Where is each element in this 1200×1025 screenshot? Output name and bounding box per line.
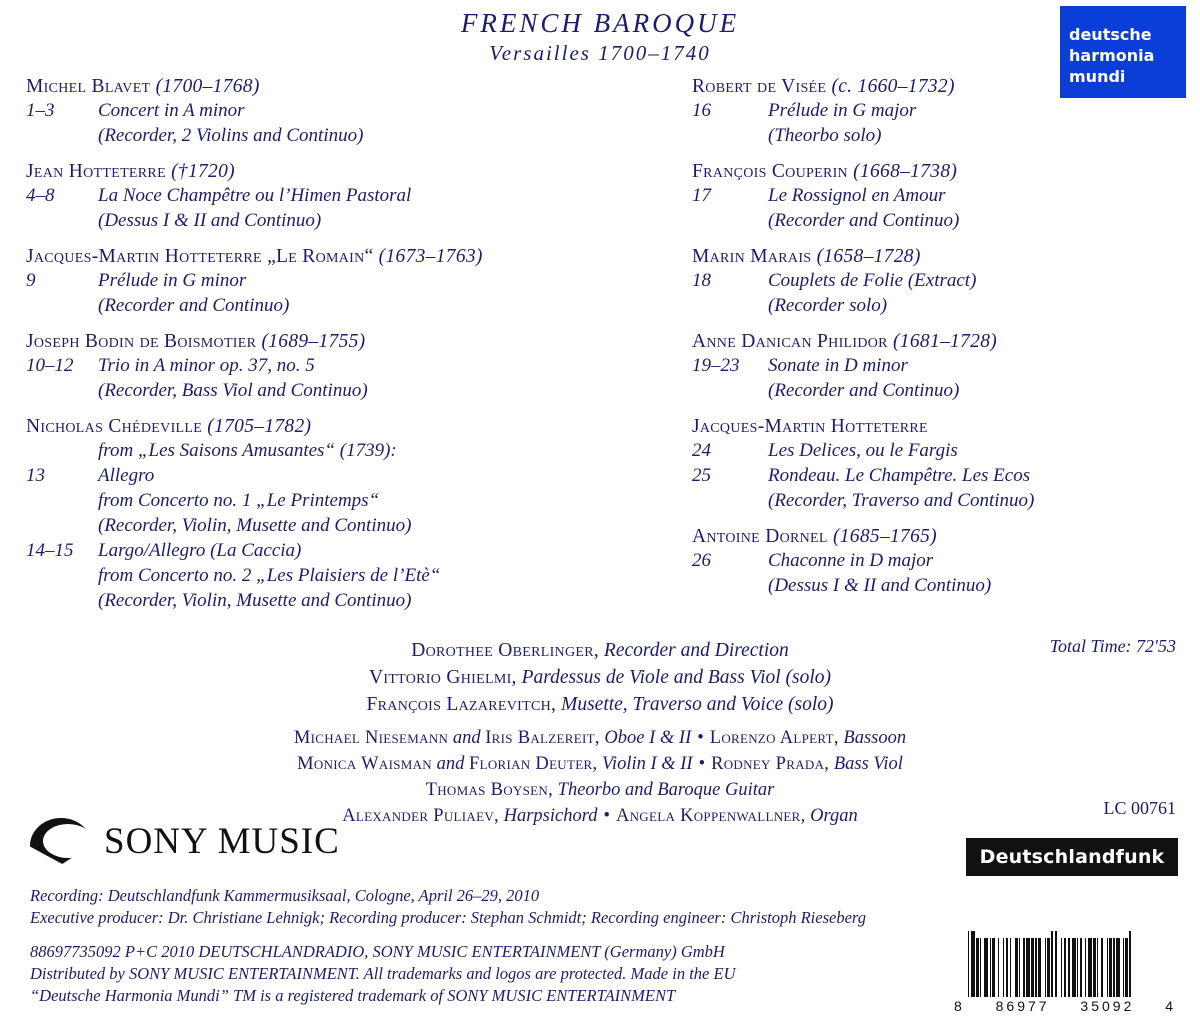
track-number-spacer (692, 123, 768, 148)
track-number: 4–8 (26, 185, 55, 206)
tracklist (0, 76, 1200, 626)
composer-dates: (†1720) (171, 161, 235, 182)
track-number: 26 (692, 550, 711, 571)
track-number-spacer (26, 488, 98, 513)
track-row (26, 98, 590, 123)
performer-name: Lorenzo Alpert, (709, 728, 839, 748)
barcode (952, 931, 1178, 1017)
track-number: 9 (26, 270, 36, 291)
composer-block (26, 76, 590, 148)
conjunction: and (431, 754, 469, 774)
performer-name: Alexander Puliaev, (342, 806, 499, 826)
track-instrumentation: (Recorder, Bass Viol and Continuo) (98, 380, 368, 401)
composer-block (26, 161, 590, 233)
composer-name: Anne Danican Philidor (692, 331, 888, 352)
composer-dates: (1668–1738) (853, 161, 958, 182)
track-number-spacer (692, 378, 768, 403)
track-source: from Concerto no. 2 „Les Plaisiers de l’Etè“ (98, 565, 441, 586)
performer-line (0, 691, 1200, 718)
performer-role: Bassoon (843, 728, 907, 748)
distribution-line: Distributed by SONY MUSIC ENTERTAINMENT. All trademarks and logos are protected. Made in the EU (30, 964, 736, 983)
composer-dates: (1700–1768) (155, 76, 260, 97)
composer-dates: (1689–1755) (261, 331, 366, 352)
track-source-row (26, 563, 590, 588)
track-number: 1–3 (26, 100, 55, 121)
composer-dates: (1673–1763) (378, 246, 483, 267)
track-number-spacer (26, 208, 98, 233)
track-number-spacer (26, 513, 98, 538)
barcode-bars (952, 931, 1178, 997)
performer-name: Iris Balzereit, (485, 728, 600, 748)
track-instrumentation: (Recorder and Continuo) (768, 210, 960, 231)
composer-dates: (1658–1728) (816, 246, 921, 267)
track-source: from Concerto no. 1 „Le Printemps“ (98, 490, 380, 511)
composer-block (692, 526, 1190, 598)
track-number-spacer (692, 208, 768, 233)
collection-intro-row (26, 438, 590, 463)
deutschlandfunk-logo: Deutschlandfunk (966, 838, 1178, 876)
track-title: Prélude in G minor (98, 270, 247, 291)
track-subtitle-row (692, 573, 1190, 598)
composer-name: Joseph Bodin de Boismotier (26, 331, 257, 352)
track-title: Allegro (98, 465, 155, 486)
performer-line (0, 725, 1200, 751)
composer-block (692, 76, 1190, 148)
track-number: 14–15 (26, 540, 74, 561)
track-number: 19–23 (692, 355, 740, 376)
composer-block (692, 416, 1190, 513)
legal-block (30, 941, 950, 1007)
composer-heading (26, 331, 590, 353)
total-time: Total Time: 72′53 (1049, 636, 1176, 656)
track-subtitle-row (26, 208, 590, 233)
performer-name: Dorothee Oberlinger, (411, 640, 600, 661)
track-title: Sonate in D minor (768, 355, 908, 376)
track-title: Couplets de Folie (Extract) (768, 270, 977, 291)
track-subtitle-row (692, 378, 1190, 403)
track-title: Le Rossignol en Amour (768, 185, 946, 206)
performer-name: Vittorio Ghielmi, (368, 667, 517, 688)
track-number-spacer (26, 378, 98, 403)
composer-name: Robert de Visée (692, 76, 827, 97)
track-source-row (26, 488, 590, 513)
performer-line (0, 664, 1200, 691)
performer-line (0, 777, 1200, 803)
track-row (692, 268, 1190, 293)
performer-name: Thomas Boysen, (425, 780, 554, 800)
composer-name: Michel Blavet (26, 76, 151, 97)
composer-heading (26, 76, 590, 98)
composer-dates: (1681–1728) (893, 331, 998, 352)
performer-role: Pardessus de Viole and Bass Viol (solo) (521, 667, 832, 688)
track-subtitle-row (692, 123, 1190, 148)
barcode-group-2: 35092 (1080, 998, 1135, 1014)
track-title: Prélude in G major (768, 100, 917, 121)
track-subtitle-row (26, 588, 590, 613)
composer-name: François Couperin (692, 161, 848, 182)
logo-line-1: deutsche (1069, 25, 1152, 44)
track-row (26, 183, 590, 208)
track-title: Rondeau. Le Champêtre. Les Ecos (768, 465, 1031, 486)
performer-role: Theorbo and Baroque Guitar (557, 780, 775, 800)
trademark-line: “Deutsche Harmonia Mundi” TM is a registered trademark of SONY MUSIC ENTERTAINMENT (30, 986, 676, 1005)
performer-role: Recorder and Direction (603, 640, 789, 661)
composer-name: Jacques-Martin Hotteterre (692, 416, 928, 437)
logo-line-2: harmonia (1069, 46, 1155, 65)
track-subtitle-row (26, 378, 590, 403)
separator-dot: • (603, 806, 610, 826)
track-number-spacer (26, 293, 98, 318)
track-number-spacer (26, 588, 98, 613)
performer-role: Violin I & II (602, 754, 693, 774)
page-title: FRENCH BAROQUE (460, 8, 740, 38)
composer-heading (26, 161, 590, 183)
track-instrumentation: (Theorbo solo) (768, 125, 882, 146)
composer-name: Jean Hotteterre (26, 161, 166, 182)
track-title: Largo/Allegro (La Caccia) (98, 540, 302, 561)
track-subtitle-row (26, 513, 590, 538)
sony-wordmark: SONY MUSIC (104, 820, 340, 862)
composer-name: Jacques-Martin Hotteterre „Le Romain“ (26, 246, 374, 267)
track-number: 13 (26, 465, 45, 486)
composer-heading (692, 526, 1190, 548)
composer-heading (26, 246, 590, 268)
lead-performers (0, 637, 1200, 718)
performer-role: Bass Viol (833, 754, 903, 774)
collection-intro: from „Les Saisons Amusantes“ (1739): (98, 440, 397, 461)
track-instrumentation: (Recorder and Continuo) (768, 380, 960, 401)
track-title: Chaconne in D major (768, 550, 934, 571)
page-subtitle: Versailles 1700–1740 (489, 41, 711, 65)
track-row (26, 268, 590, 293)
performer-name: François Lazarevitch, (366, 694, 557, 715)
composer-heading (26, 416, 590, 438)
composer-block (26, 331, 590, 403)
performer-role: Oboe I & II (604, 728, 692, 748)
track-instrumentation: (Dessus I & II and Continuo) (98, 210, 322, 231)
track-number-spacer (26, 123, 98, 148)
track-number-spacer (26, 563, 98, 588)
composer-block (692, 161, 1190, 233)
track-number: 17 (692, 185, 711, 206)
performer-role: Harpsichord (503, 806, 598, 826)
track-row (26, 463, 590, 488)
composer-heading (692, 331, 1190, 353)
track-number: 10–12 (26, 355, 74, 376)
ensemble-performers (0, 725, 1200, 829)
track-row (692, 438, 1190, 463)
separator-dot: • (698, 754, 706, 774)
composer-block (692, 246, 1190, 318)
logo-line-3: mundi (1069, 67, 1126, 86)
composer-heading (692, 76, 1190, 98)
conjunction: and (448, 728, 486, 748)
production-credit: Executive producer: Dr. Christiane Lehnigk; Recording producer: Stephan Schmidt; Recording engineer: Christoph Rieseberg (30, 908, 866, 927)
composer-heading (692, 246, 1190, 268)
track-title: La Noce Champêtre ou l’Himen Pastoral (98, 185, 412, 206)
barcode-digits (952, 997, 1178, 1014)
track-number: 18 (692, 270, 711, 291)
track-row (692, 98, 1190, 123)
track-subtitle-row (26, 123, 590, 148)
tracklist-left-column (0, 76, 600, 626)
recording-credit: Recording: Deutschlandfunk Kammermusiksaal, Cologne, April 26–29, 2010 (30, 886, 540, 905)
composer-name: Antoine Dornel (692, 526, 828, 547)
track-row (692, 463, 1190, 488)
performer-role: Organ (810, 806, 858, 826)
track-subtitle-row (692, 208, 1190, 233)
performer-line (0, 751, 1200, 777)
track-number-spacer (692, 573, 768, 598)
sony-swoosh-icon (30, 818, 92, 864)
barcode-left-digit: 8 (954, 998, 965, 1014)
performer-name: Monica Waisman (297, 754, 432, 774)
composer-block (26, 246, 590, 318)
track-number-spacer (692, 488, 768, 513)
tracklist-right-column (600, 76, 1200, 626)
track-row (692, 183, 1190, 208)
track-row (26, 353, 590, 378)
credits-block (30, 885, 950, 929)
track-number-spacer (26, 438, 98, 463)
track-row (692, 353, 1190, 378)
performer-line (0, 637, 1200, 664)
barcode-right-digit: 4 (1165, 998, 1176, 1014)
composer-heading (692, 161, 1190, 183)
track-row (692, 548, 1190, 573)
track-instrumentation: (Recorder, Traverso and Continuo) (768, 490, 1035, 511)
track-instrumentation: (Recorder, Violin, Musette and Continuo) (98, 515, 412, 536)
track-instrumentation: (Recorder, Violin, Musette and Continuo) (98, 590, 412, 611)
performer-name: Florian Deuter, (468, 754, 598, 774)
track-number-spacer (692, 293, 768, 318)
composer-name: Nicholas Chédeville (26, 416, 203, 437)
performer-name: Michael Niesemann (293, 728, 449, 748)
track-instrumentation: (Recorder, 2 Violins and Continuo) (98, 125, 364, 146)
composer-block (692, 331, 1190, 403)
title-block (0, 8, 1200, 66)
track-subtitle-row (26, 293, 590, 318)
performer-name: Angela Koppenwallner, (615, 806, 806, 826)
composer-dates: (1705–1782) (207, 416, 312, 437)
separator-dot: • (697, 728, 704, 748)
composer-block (26, 416, 590, 613)
track-subtitle-row (692, 488, 1190, 513)
composer-dates: (1685–1765) (832, 526, 937, 547)
track-instrumentation: (Dessus I & II and Continuo) (768, 575, 992, 596)
track-number: 25 (692, 465, 711, 486)
composer-heading (692, 416, 1190, 438)
track-instrumentation: (Recorder solo) (768, 295, 888, 316)
track-subtitle-row (692, 293, 1190, 318)
track-title: Trio in A minor op. 37, no. 5 (98, 355, 315, 376)
track-instrumentation: (Recorder and Continuo) (98, 295, 290, 316)
track-row (26, 538, 590, 563)
performer-role: Musette, Traverso and Voice (solo) (561, 694, 834, 715)
composer-name: Marin Marais (692, 246, 812, 267)
barcode-group-1: 86977 (995, 998, 1050, 1014)
sony-music-logo (30, 818, 340, 864)
performer-name: Rodney Prada, (711, 754, 830, 774)
catalog-copyright-line: 88697735092 P+C 2010 DEUTSCHLANDRADIO, SONY MUSIC ENTERTAINMENT (Germany) GmbH (30, 942, 725, 961)
lc-code: LC 00761 (1103, 798, 1176, 818)
track-number: 16 (692, 100, 711, 121)
composer-dates: (c. 1660–1732) (831, 76, 955, 97)
track-title: Concert in A minor (98, 100, 245, 121)
track-number: 24 (692, 440, 711, 461)
track-title: Les Delices, ou le Fargis (768, 440, 958, 461)
